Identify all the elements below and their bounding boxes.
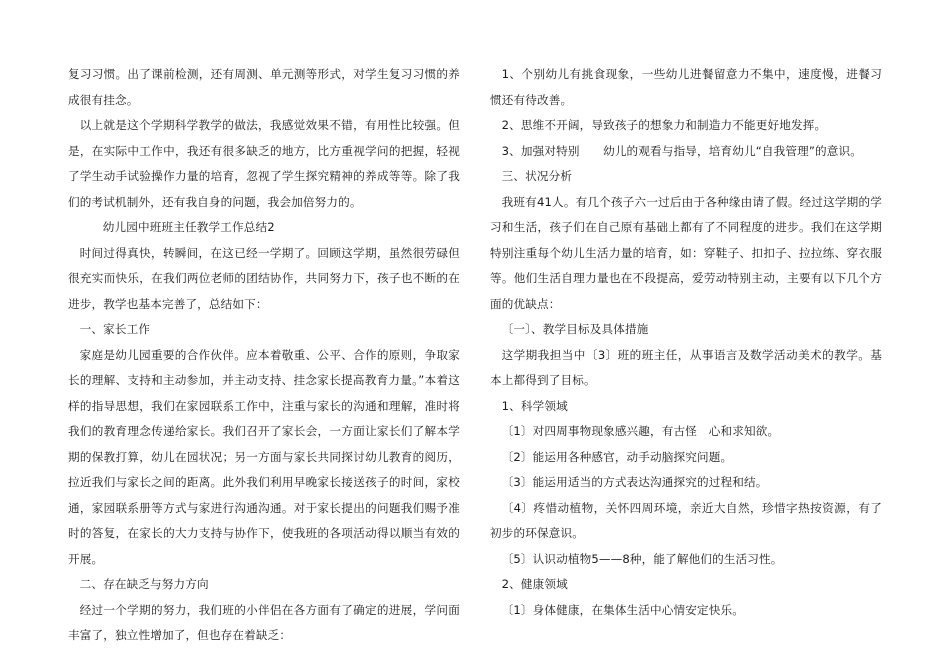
- section-title: 幼儿园中班班主任教学工作总结2: [102, 220, 275, 234]
- list-item-self-management: 3、加强对特别 幼儿的观看与指导，培育幼儿“自我管理”的意识。: [501, 143, 863, 158]
- list-item-science-4: 〔4〕疼惜动植物，关怀四周环境，亲近大自然，珍惜字热按资源，有了初步的环保意识。: [490, 500, 882, 540]
- paragraph-science-summary: 以上就是这个学期科学教学的做法，我感觉效果不错，有用性比较强。但是，在实际中工作中，我还有很多缺乏的地方，比方重视学问的把握，轻视了学生动手试验操作力量的培育，忽视了学生探究精神的养成等等。除了我们的考试机制外，还有我自身的问题，我会加倍努力的。: [68, 118, 460, 209]
- list-item-science-1: 〔1〕对四周事物现象感兴趣，有古怪 心和求知欲。: [501, 424, 780, 438]
- list-item-science-3: 〔3〕能运用适当的方式表达沟通探究的过程和结。: [501, 475, 768, 489]
- heading-science-domain: 1、科学领域: [501, 398, 568, 413]
- list-item-health-1: 〔1〕身体健康，在集体生活中心情安定快乐。: [501, 602, 744, 617]
- paragraph-shortcomings: 经过一个学期的努力，我们班的小伴侣在各方面有了确定的进展，学问面丰富了，独立性增加了，但也存在着缺乏：: [68, 602, 460, 642]
- heading-teaching-goals: 〔一〕、教学目标及具体措施: [501, 322, 649, 336]
- list-item-picky-eating: 1、个别幼儿有挑食现象，一些幼儿进餐留意力不集中，速度慢，进餐习惯还有待改善。: [490, 67, 882, 107]
- list-item-thinking: 2、思维不开阔，导致孩子的想象力和制造力不能更好地发挥。: [501, 118, 827, 132]
- paragraph-teaching-role: 这学期我担当中〔3〕班的班主任，从事语言及数学活动美术的教学。基本上都得到了目标。: [490, 347, 882, 387]
- heading-health-domain: 2、健康领域: [501, 577, 568, 591]
- heading-parent-work: 一、家长工作: [79, 322, 151, 336]
- heading-situation-analysis: 三、状况分析: [501, 169, 573, 183]
- paragraph-review-habits: 复习习惯。出了课前检测，还有周测、单元测等形式，对学生复习习惯的养成很有挂念。: [68, 67, 460, 107]
- heading-shortcomings: 二、存在缺乏与努力方向: [79, 577, 209, 591]
- list-item-science-2: 〔2〕能运用各种感官，动手动脑探究问题。: [501, 449, 733, 464]
- right-column: [490, 62, 882, 623]
- paragraph-class-situation: 我班有41人。有几个孩子六一过后由于各种缘由请了假。经过这学期的学习和生活，孩子们在自己原有基础上都有了不同程度的进步。我们在这学期特别注重每个幼儿生活力量的培育，如：穿鞋子、扣扣子、拉拉练、穿衣服等。他们生活自理力量也在不段提高，爱劳动特别主动，主要有以下几个方面的优缺点：: [490, 194, 882, 311]
- left-column: [68, 62, 460, 649]
- list-item-science-5: 〔5〕认识动植物5——8种，能了解他们的生活习性。: [501, 551, 783, 566]
- paragraph-parent-work: 家庭是幼儿园重要的合作伙伴。应本着敬重、公平、合作的原则，争取家长的理解、支持和主动参加，并主动支持、挂念家长提高教育力量。”本着这样的指导思想，我们在家园联系工作中，注重与家长的沟通和理解，准时将我们的教育理念传递给家长。我们召开了家长会，一方面让家长们了解本学期的保教打算，幼儿在园状况；另一方面与家长共同探讨幼儿教育的阅历，拉近我们与家长之间的距离。此外我们利用早晚家长接送孩子的时间，家校通，家园联系册等方式与家进行沟通沟通。对于家长提出的问题我们赐予准时的答复，在家长的大力支持与协作下，使我班的各项活动得以顺当有效的开展。: [68, 347, 460, 566]
- paragraph-intro: 时间过得真快，转瞬间，在这已经一学期了。回顾这学期，虽然很劳碌但很充实而快乐，在我们两位老师的团结协作，共同努力下，孩子也不断的在进步，教学也基本完善了，总结如下：: [68, 245, 460, 311]
